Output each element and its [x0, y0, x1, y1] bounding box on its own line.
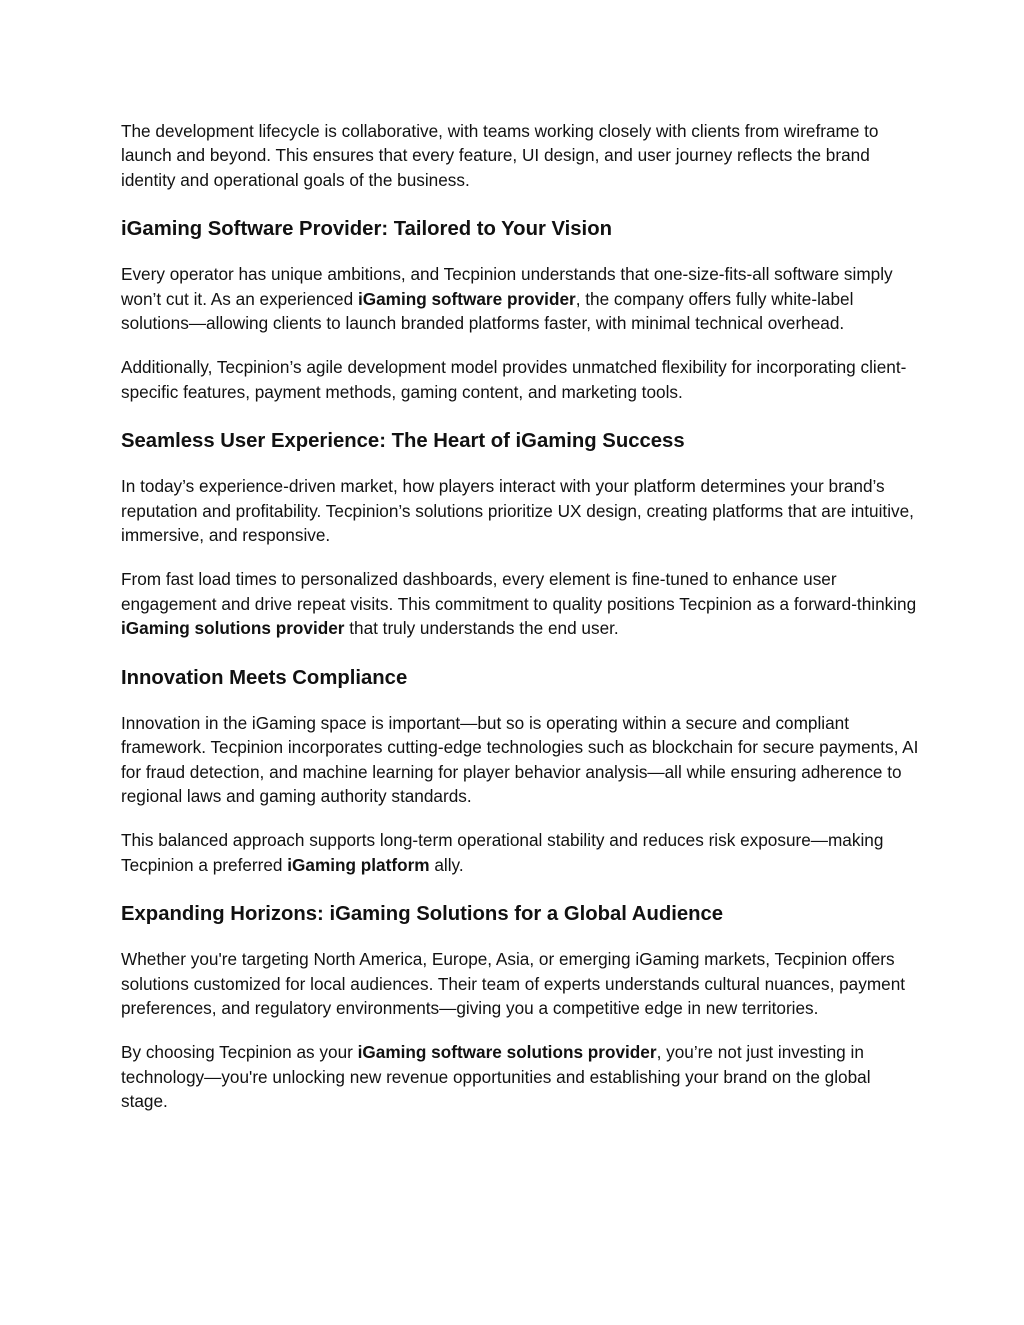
section2-paragraph-2 [121, 567, 921, 640]
section4-paragraph-2 [121, 1040, 921, 1113]
section-heading-compliance: Innovation Meets Compliance [121, 666, 408, 689]
section-heading-tailored-vision: iGaming Software Provider: Tailored to Your Vision [121, 218, 612, 241]
text-run: ally. [429, 854, 464, 875]
section1-paragraph-1 [121, 262, 921, 335]
section1-paragraph-2: Additionally, Tecpinion’s agile development model provides unmatched flexibility for incorporating client-specific features, payment methods, gaming content, and marketing tools. [121, 357, 907, 402]
section-heading-user-experience: Seamless User Experience: The Heart of iGaming Success [121, 430, 685, 453]
section3-paragraph-2 [121, 828, 921, 877]
text-run: By choosing Tecpinion as your [121, 1042, 358, 1063]
text-run: Every operator has unique ambitions, and Tecpinion understands that one-size-fits-all software simply won’t cut it. As an experienced [121, 264, 893, 309]
text-run: , the company offers fully white-label solutions—allowing clients to launch branded platforms faster, with minimal technical overhead. [121, 288, 854, 334]
text-run: , you’re not just investing in technology—you're unlocking new revenue opportunities and establishing your brand on the global stage. [121, 1042, 871, 1112]
bold-keyword: iGaming software provider [357, 288, 576, 309]
text-run: This balanced approach supports long-term operational stability and reduces risk exposure—making Tecpinion a preferred [121, 830, 884, 875]
bold-keyword: iGaming solutions provider [121, 618, 345, 639]
bold-keyword: iGaming software solutions provider [357, 1042, 657, 1063]
document-page [121, 119, 921, 1114]
text-run: that truly understands the end user. [344, 618, 619, 639]
section-heading-global-audience: Expanding Horizons: iGaming Solutions for a Global Audience [121, 903, 724, 926]
intro-paragraph: The development lifecycle is collaborative, with teams working closely with clients from wireframe to launch and beyond. This ensures that every feature, UI design, and user journey reflects the brand identity and operational goals of the business. [121, 121, 879, 190]
section3-paragraph-1: Innovation in the iGaming space is important—but so is operating within a secure and compliant framework. Tecpinion incorporates cutting-edge technologies such as blockchain for secure payments, AI for fraud detection, and machine learning for player behavior analysis—all while ensuring adherence to regional laws and gaming authority standards. [121, 712, 919, 806]
bold-keyword: iGaming platform [287, 854, 430, 875]
section4-paragraph-1: Whether you're targeting North America, Europe, Asia, or emerging iGaming markets, Tecpinion offers solutions customized for local audiences. Their team of experts understands cultural nuances, payment preferences, and regulatory environments—giving you a competitive edge in new territories. [121, 949, 906, 1018]
text-run: From fast load times to personalized dashboards, every element is fine-tuned to enhance user engagement and drive repeat visits. This commitment to quality positions Tecpinion as a forward-thinking [121, 569, 917, 614]
section2-paragraph-1: In today’s experience-driven market, how players interact with your platform determines your brand’s reputation and profitability. Tecpinion’s solutions prioritize UX design, creating platforms that are intuitive, immersive, and responsive. [121, 476, 914, 546]
